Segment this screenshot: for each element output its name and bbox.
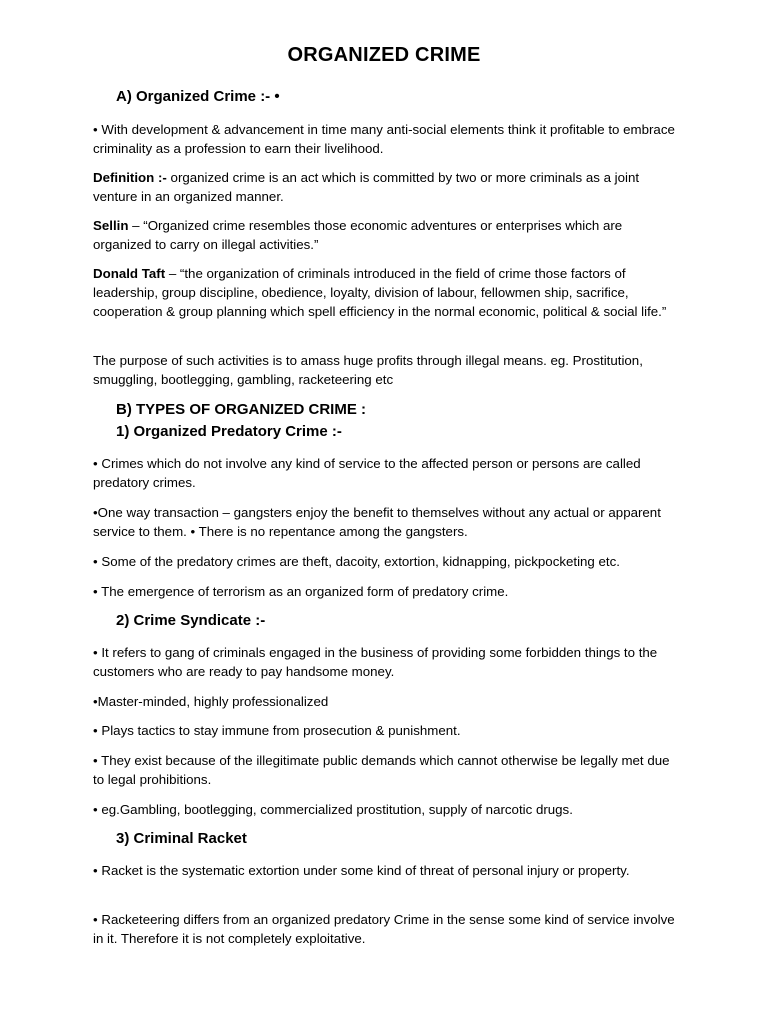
- sellin-text: – “Organized crime resembles those economic adventures or enterprises which are organized to carry on illegal activities.”: [93, 218, 623, 252]
- racket-paragraph-2: • Racketeering differs from an organized predatory Crime in the sense some kind of service involve in it. Therefore it is not completely exploitative.: [93, 912, 675, 946]
- sellin-paragraph: [93, 216, 683, 254]
- taft-label: Donald Taft: [93, 266, 166, 281]
- definition-label: Definition :-: [93, 170, 167, 185]
- criminal-racket-heading: 3) Criminal Racket: [116, 830, 247, 847]
- syndicate-paragraph-5: • eg.Gambling, bootlegging, commercialized prostitution, supply of narcotic drugs.: [93, 802, 573, 817]
- syndicate-paragraph-1: • It refers to gang of criminals engaged in the business of providing some forbidden things to the customers who are ready to pay handsome money.: [93, 645, 658, 679]
- document-title: ORGANIZED CRIME: [287, 44, 481, 66]
- taft-text: – “the organization of criminals introduced in the field of crime those factors of leadership, group discipline, obedience, loyalty, division of labour, fellowmen ship, sacrifice, cooperation & group planning which spell efficiency in the normal economic, political & social life.”: [93, 266, 667, 319]
- purpose-paragraph: The purpose of such activities is to amass huge profits through illegal means. eg. Prostitution, smuggling, bootlegging, gambling, racketeering etc: [93, 353, 643, 387]
- definition-text: organized crime is an act which is committed by two or more criminals as a joint venture in an organized manner.: [93, 170, 640, 204]
- predatory-paragraph-4: • The emergence of terrorism as an organized form of predatory crime.: [93, 584, 509, 599]
- crime-syndicate-heading: 2) Crime Syndicate :-: [116, 612, 266, 629]
- section-b-heading: B) TYPES OF ORGANIZED CRIME :: [116, 401, 367, 418]
- sellin-label: Sellin: [93, 218, 129, 233]
- definition-paragraph: [93, 168, 683, 206]
- taft-paragraph: [93, 264, 683, 321]
- section-a-heading: A) Organized Crime :- •: [116, 88, 280, 105]
- predatory-crime-heading: 1) Organized Predatory Crime :-: [116, 423, 342, 440]
- syndicate-paragraph-3: • Plays tactics to stay immune from prosecution & punishment.: [93, 723, 461, 738]
- predatory-paragraph-2: •One way transaction – gangsters enjoy the benefit to themselves without any actual or apparent service to them. • There is no repentance among the gangsters.: [93, 505, 661, 539]
- racket-paragraph-1: • Racket is the systematic extortion under some kind of threat of personal injury or property.: [93, 863, 630, 878]
- section-a-intro: • With development & advancement in time many anti-social elements think it profitable to embrace criminality as a profession to earn their livelihood.: [93, 122, 675, 156]
- predatory-paragraph-1: • Crimes which do not involve any kind of service to the affected person or persons are called predatory crimes.: [93, 456, 641, 490]
- syndicate-paragraph-4: • They exist because of the illegitimate public demands which cannot otherwise be legally met due to legal prohibitions.: [93, 753, 670, 787]
- predatory-paragraph-3: • Some of the predatory crimes are theft, dacoity, extortion, kidnapping, pickpocketing etc.: [93, 554, 620, 569]
- syndicate-paragraph-2: •Master-minded, highly professionalized: [93, 694, 329, 709]
